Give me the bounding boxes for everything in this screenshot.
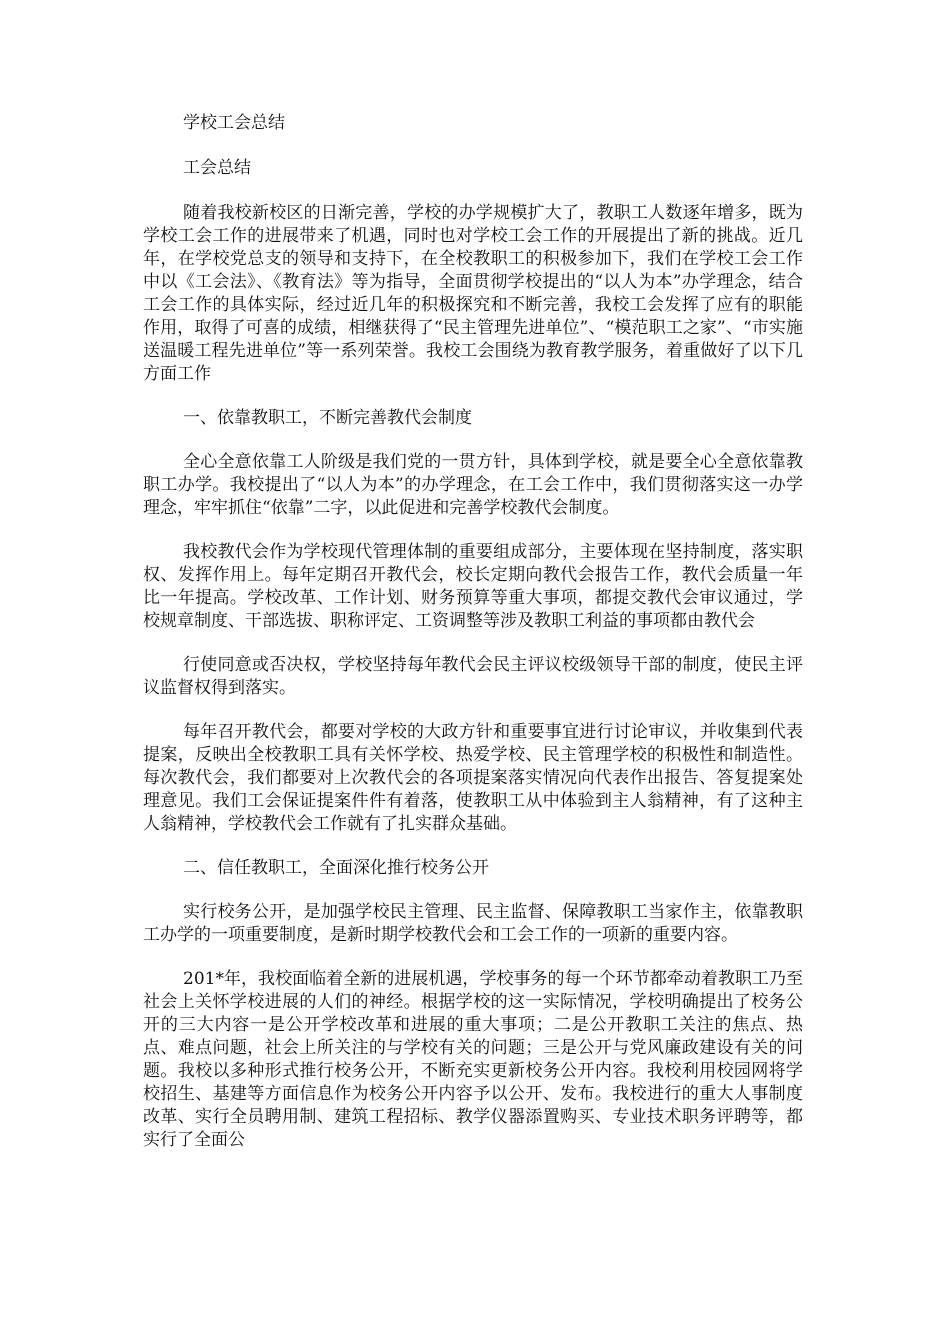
paragraph: 实行校务公开，是加强学校民主管理、民主监督、保障教职工当家作主，依靠教职工办学的一项重要制度，是新时期学校教代会和工会工作的一项新的重要内容。 bbox=[143, 902, 803, 945]
section-heading-1: 一、依靠教职工，不断完善教代会制度 bbox=[183, 408, 472, 428]
paragraph: 行使同意或否决权，学校坚持每年教代会民主评议校级领导干部的制度，使民主评议监督权得到落实。 bbox=[143, 655, 803, 698]
paragraph-intro: 随着我校新校区的日渐完善，学校的办学规模扩大了，教职工人数逐年增多，既为学校工会工作的进展带来了机遇，同时也对学校工会工作的开展提出了新的挑战。近几年，在学校党总支的领导和支持下，在全校教职工的积极参加下，我们在学校工会工作中以《工会法》、《教育法》等为指导，全面贯彻学校提出的“以人为本”办学理念，结合工会工作的具体实际，经过近几年的积极探究和不断完善，我校工会发挥了应有的职能作用，取得了可喜的成绩，相继获得了“民主管理先进单位”、“模范职工之家”、“市实施送温暖工程先进单位”等一系列荣誉。我校工会围绕为教育教学服务，着重做好了以下几方面工作 bbox=[143, 203, 803, 384]
paragraph: 全心全意依靠工人阶级是我们党的一贯方针，具体到学校，就是要全心全意依靠教职工办学。我校提出了“以人为本”的办学理念，在工会工作中，我们贯彻落实这一办学理念，牢牢抓住“依靠”二字，以此促进和完善学校教代会制度。 bbox=[143, 452, 803, 518]
document-page bbox=[143, 112, 803, 1173]
paragraph: 我校教代会作为学校现代管理体制的重要组成部分，主要体现在坚持制度，落实职权、发挥作用上。每年定期召开教代会，校长定期向教代会报告工作，教代会质量一年比一年提高。学校改革、工作计划、财务预算等重大事项，都提交教代会审议通过，学校规章制度、干部选拔、职称评定、工资调整等涉及教职工利益的事项都由教代会 bbox=[143, 542, 803, 631]
section-heading-2: 二、信任教职工，全面深化推行校务公开 bbox=[183, 858, 489, 878]
document-title: 学校工会总结 bbox=[183, 113, 285, 133]
paragraph: 每年召开教代会，都要对学校的大政方针和重要事宜进行讨论审议，并收集到代表提案，反映出全校教职工具有关怀学校、热爱学校、民主管理学校的积极性和制造性。每次教代会，我们都要对上次教代会的各项提案落实情况向代表作出报告、答复提案处理意见。我们工会保证提案件件有着落，使教职工从中体验到主人翁精神，有了这种主人翁精神，学校教代会工作就有了扎实群众基础。 bbox=[143, 722, 803, 834]
paragraph: 201*年，我校面临着全新的进展机遇，学校事务的每一个环节都牵动着教职工乃至社会上关怀学校进展的人们的神经。根据学校的这一实际情况，学校明确提出了校务公开的三大内容一是公开学校改革和进展的重大事项；二是公开教职工关注的焦点、热点、难点问题，社会上所关注的与学校有关的问题；三是公开与党风廉政建设有关的问题。我校以多种形式推行校务公开，不断充实更新校务公开内容。我校利用校园网将学校招生、基建等方面信息作为校务公开内容予以公开、发布。我校进行的重大人事制度改革、实行全员聘用制、建筑工程招标、教学仪器添置购买、专业技术职务评聘等，都实行了全面公 bbox=[143, 969, 803, 1150]
document-subtitle: 工会总结 bbox=[183, 158, 251, 178]
